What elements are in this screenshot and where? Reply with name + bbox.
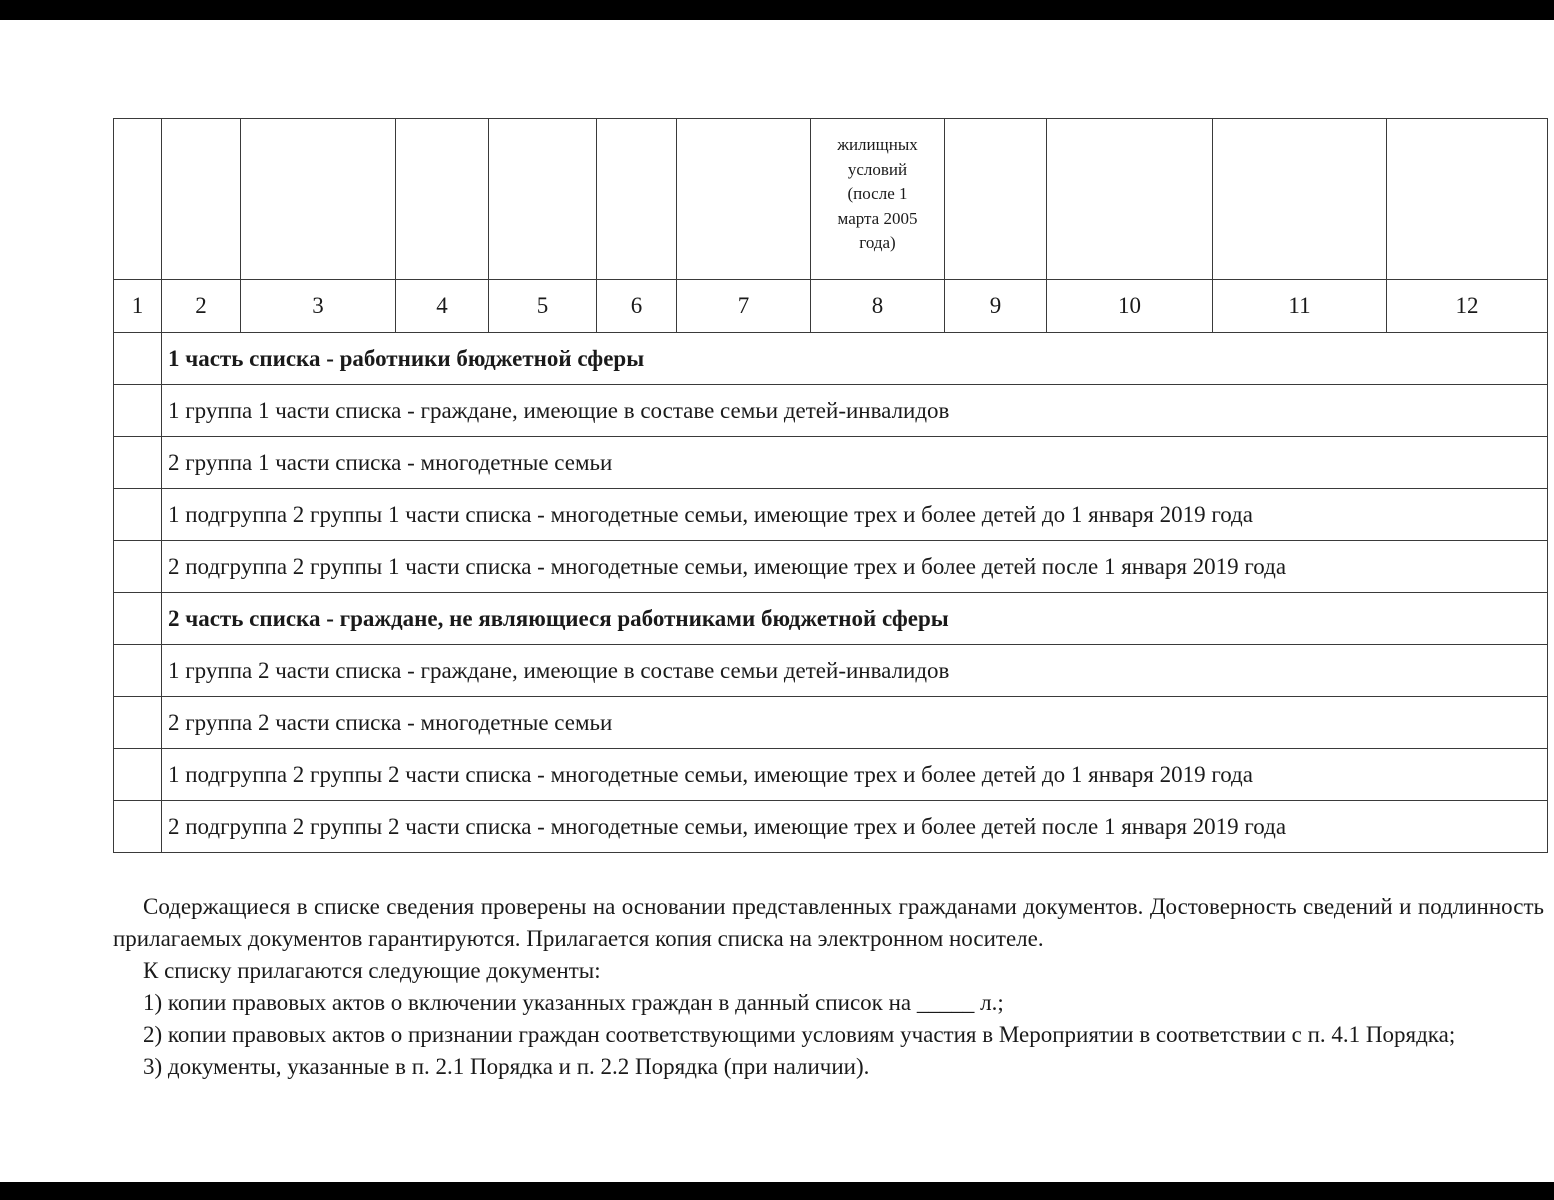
column-number: 6 xyxy=(597,280,677,333)
group-label: 2 группа 2 части списка - многодетные семьи xyxy=(162,697,1548,749)
column-number: 10 xyxy=(1047,280,1213,333)
subgroup-row xyxy=(114,541,1548,593)
subgroup-label: 1 подгруппа 2 группы 2 части списка - многодетные семьи, имеющие трех и более детей до 1 января 2019 года xyxy=(162,749,1548,801)
attachments-intro: К списку прилагаются следующие документы: xyxy=(143,958,601,983)
column-number: 3 xyxy=(241,280,396,333)
subgroup-label: 2 подгруппа 2 группы 2 части списка - многодетные семьи, имеющие трех и более детей после 1 января 2019 года xyxy=(162,801,1548,853)
subgroup-label: 1 подгруппа 2 группы 1 части списка - многодетные семьи, имеющие трех и более детей до 1 января 2019 года xyxy=(162,489,1548,541)
bottom-scan-border xyxy=(0,1182,1554,1200)
group-row xyxy=(114,697,1548,749)
column-number: 1 xyxy=(114,280,162,333)
header-note-line: жилищных xyxy=(837,135,918,154)
section-row xyxy=(114,333,1548,385)
header-note-line: марта 2005 xyxy=(837,208,918,228)
top-scan-border xyxy=(0,0,1554,20)
column-number: 7 xyxy=(677,280,811,333)
attachment-item-2: 2) копии правовых актов о признании граждан соответствующими условиям участия в Мероприятии в соответствии с п. 4.1 Порядка; xyxy=(143,1022,1456,1047)
group-row xyxy=(114,645,1548,697)
section-row xyxy=(114,593,1548,645)
section-label: 1 часть списка - работники бюджетной сферы xyxy=(162,333,1548,385)
subgroup-row xyxy=(114,801,1548,853)
column-8-header-note xyxy=(811,119,945,280)
attachment-item-1: 1) копии правовых актов о включении указанных граждан в данный список на _____ л.; xyxy=(143,990,1004,1015)
column-numbers-row xyxy=(114,280,1548,333)
header-note-line: условий xyxy=(847,159,908,179)
subgroup-row xyxy=(114,489,1548,541)
header-note-line: (после 1 xyxy=(847,184,908,203)
column-number: 11 xyxy=(1213,280,1387,333)
group-label: 2 группа 1 части списка - многодетные семьи xyxy=(162,437,1548,489)
verification-paragraph: Содержащиеся в списке сведения проверены на основании представленных гражданами документов. Достоверность сведений и подлинность прилагаемых документов гарантируются. Прилагается копия списка на электронном носителе. xyxy=(113,894,1544,951)
group-label: 1 группа 2 части списка - граждане, имеющие в составе семьи детей-инвалидов xyxy=(162,645,1548,697)
column-number: 5 xyxy=(489,280,597,333)
subgroup-label: 2 подгруппа 2 группы 1 части списка - многодетные семьи, имеющие трех и более детей после 1 января 2019 года xyxy=(162,541,1548,593)
group-label: 1 группа 1 части списка - граждане, имеющие в составе семьи детей-инвалидов xyxy=(162,385,1548,437)
column-number: 4 xyxy=(396,280,489,333)
column-number: 8 xyxy=(811,280,945,333)
attachment-item-3: 3) документы, указанные в п. 2.1 Порядка и п. 2.2 Порядка (при наличии). xyxy=(143,1054,870,1079)
column-number: 9 xyxy=(945,280,1047,333)
column-number: 12 xyxy=(1387,280,1548,333)
header-continuation-row xyxy=(114,119,1548,280)
header-note-line: года) xyxy=(859,233,896,252)
column-number: 2 xyxy=(162,280,241,333)
group-row xyxy=(114,385,1548,437)
applicants-list-table xyxy=(113,118,1548,853)
section-label: 2 часть списка - граждане, не являющиеся работниками бюджетной сферы xyxy=(162,593,1548,645)
group-row xyxy=(114,437,1548,489)
subgroup-row xyxy=(114,749,1548,801)
attestation-text xyxy=(113,891,1544,1083)
